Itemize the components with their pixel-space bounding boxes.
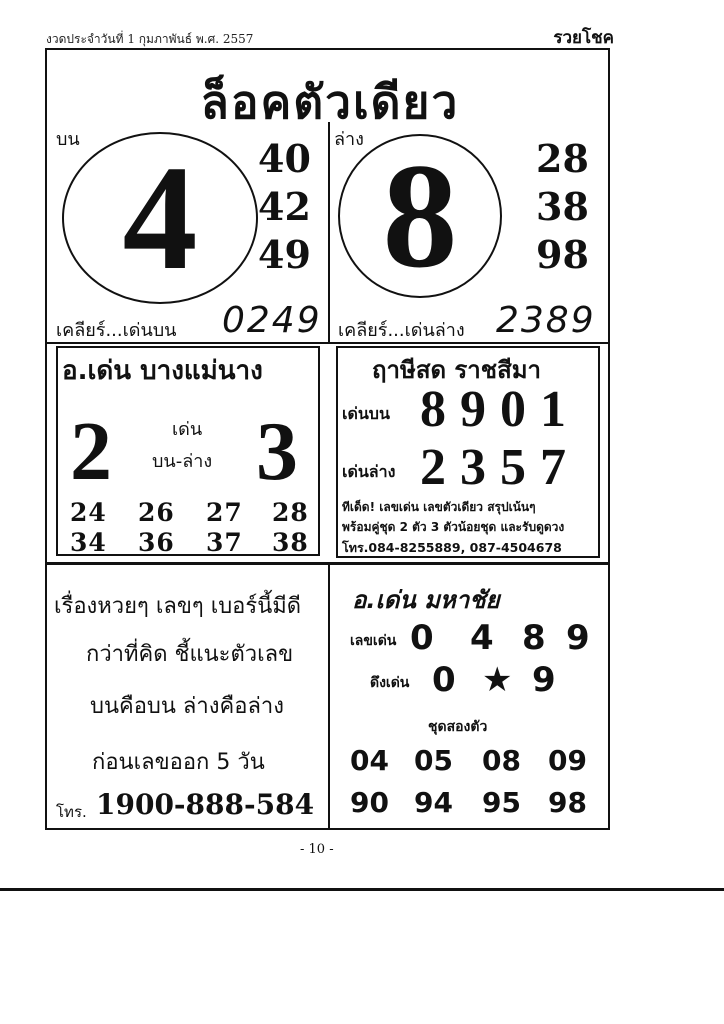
story-line-2: กว่าที่คิด ชี้แนะตัวเลข [86, 642, 294, 667]
maha-chai-pair: 09 [548, 744, 587, 777]
mid-left-pair: 34 [70, 528, 107, 557]
lower-clear-value: 2389 [496, 300, 596, 341]
maha-chai-pair: 05 [414, 744, 453, 777]
upper-number-3: 49 [258, 232, 311, 277]
divider-vertical-bottom [328, 562, 330, 828]
hotline-label: โทร. [56, 803, 87, 821]
story-line-4: ก่อนเลขออก 5 วัน [92, 750, 265, 775]
page-number: - 10 - [300, 842, 334, 857]
featured-digit-a: 2 [70, 405, 112, 498]
upper-number-2: 42 [258, 184, 311, 229]
ruesi-sod-title: ฤาษีสด ราชสีมา [372, 356, 542, 384]
featured-digit-b: 3 [256, 405, 298, 498]
mid-left-pair: 28 [272, 498, 309, 527]
story-line-1: เรื่องหวยๆ เลขๆ เบอร์นี้มีดี [54, 594, 302, 619]
lower-main-digit: 8 [382, 133, 458, 299]
lek-den-digit: 0 [410, 618, 454, 658]
upper-digit-circle [62, 132, 258, 304]
lek-den-label: เลขเด่น [350, 633, 397, 649]
lek-den-digit: 4 [470, 618, 514, 658]
contact-phones: โทร.084-8255889, 087-4504678 [342, 540, 562, 555]
mid-left-pair: 36 [138, 528, 175, 557]
bang-mae-nang-title: อ.เด่น บางแม่นาง [62, 356, 263, 386]
maha-chai-title: อ.เด่น มหาชัย [352, 586, 500, 614]
mid-left-pair: 37 [206, 528, 243, 557]
upper-main-digit: 4 [122, 135, 198, 301]
issue-date: งวดประจำวันที่ 1 กุมภาพันธ์ พ.ศ. 2557 [46, 32, 254, 46]
maha-chai-pair: 90 [350, 786, 389, 819]
lower-label: ล่าง [334, 129, 364, 150]
upper-clear-label: เคลียร์...เด่นบน [56, 320, 177, 341]
story-line-3: บนคือบน ล่างคือล่าง [90, 694, 285, 719]
maha-chai-pair: 95 [482, 786, 521, 819]
hotline-number: 1900-888-584 [96, 788, 315, 821]
lower-clear-label: เคลียร์...เด่นล่าง [338, 320, 465, 341]
divider-vertical-top [328, 122, 330, 344]
lower-number-2: 38 [536, 184, 589, 229]
upper-featured-digits: 8901 [420, 381, 580, 438]
featured-caption-2: บน-ล่าง [152, 451, 213, 472]
lek-den-digit: 8 [522, 618, 566, 658]
maha-chai-pair: 94 [414, 786, 453, 819]
lower-number-1: 28 [536, 136, 589, 181]
mid-left-pair: 38 [272, 528, 309, 557]
page-title: ล็อคตัวเดียว [200, 75, 460, 129]
promo-note-2: พร้อมคู่ชุด 2 ตัว 3 ตัวน้อยชุด และรับดูดวง [342, 520, 565, 534]
upper-number-1: 40 [258, 136, 311, 181]
lower-featured-label: เด่นล่าง [342, 462, 396, 481]
lower-featured-digits: 2357 [420, 439, 580, 496]
maha-chai-pair: 04 [350, 744, 389, 777]
ding-den-digit: 9 [532, 660, 576, 700]
mid-left-pair: 24 [70, 498, 107, 527]
lower-digit-circle [338, 134, 502, 298]
lower-number-3: 98 [536, 232, 589, 277]
publication-name: รวยโชค [553, 28, 614, 48]
featured-caption-1: เด่น [172, 419, 203, 440]
ding-den-star-icon: ★ [482, 660, 533, 700]
bottom-rule [0, 888, 724, 891]
upper-featured-label: เด่นบน [342, 404, 390, 423]
upper-label: บน [56, 129, 80, 150]
upper-clear-value: 0249 [222, 300, 322, 341]
pairs-label: ชุดสองตัว [428, 719, 488, 735]
maha-chai-pair: 98 [548, 786, 587, 819]
ding-den-label: ดึงเด่น [370, 675, 410, 691]
maha-chai-pair: 08 [482, 744, 521, 777]
mid-left-pair: 26 [138, 498, 175, 527]
mid-left-pair: 27 [206, 498, 243, 527]
ding-den-digit: 0 [432, 660, 476, 700]
lek-den-digit: 9 [566, 618, 610, 658]
promo-note-1: ทีเด็ด! เลขเด่น เลขตัวเดียว สรุปเน้นๆ [342, 500, 536, 514]
